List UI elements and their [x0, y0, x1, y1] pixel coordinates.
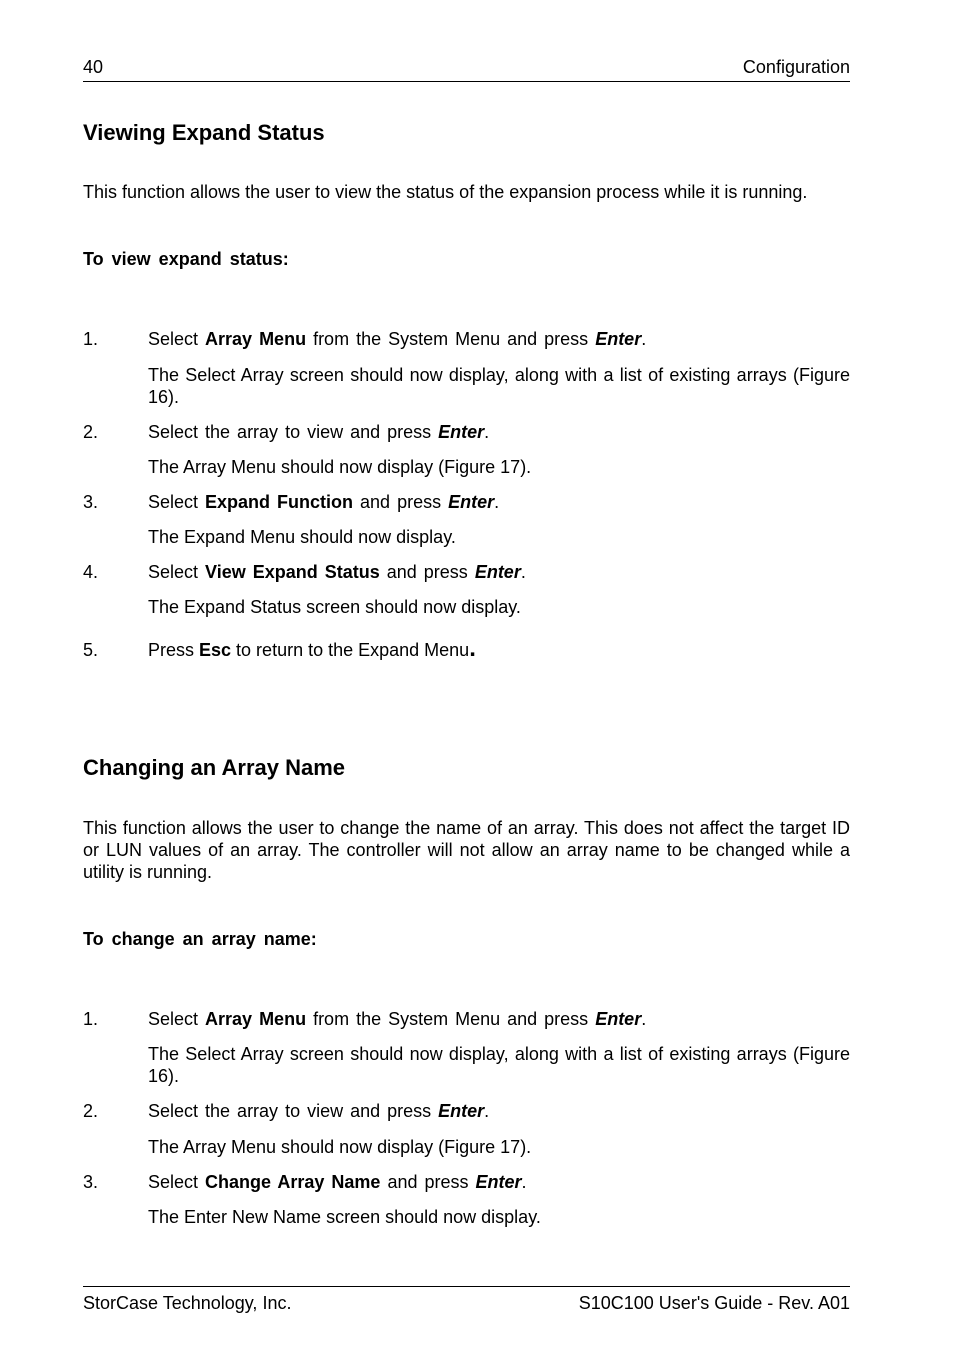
- page-number: 40: [83, 57, 104, 77]
- step-instruction: Select the array to view and press Enter.: [148, 1101, 490, 1121]
- footer-rule: [83, 1286, 850, 1287]
- step-instruction: Press Esc to return to the Expand Menu.: [148, 635, 476, 662]
- step-number: 3.: [83, 492, 99, 512]
- step-number: 1.: [83, 329, 99, 349]
- step-instruction: Select Array Menu from the System Menu and press Enter.: [148, 1009, 647, 1029]
- step-note-continued: 16).: [148, 1066, 180, 1086]
- step-note-line: The Select Array screen should now display, along with a list of existing arrays (Figure: [148, 1044, 850, 1064]
- footer-document-title: S10C100 User's Guide - Rev. A01: [578, 1293, 850, 1313]
- step-note: The Expand Menu should now display.: [148, 527, 456, 547]
- step-note: The Array Menu should now display (Figure 17).: [148, 1137, 532, 1157]
- step-instruction: Select the array to view and press Enter.: [148, 422, 490, 442]
- section-heading-viewing-expand-status: Viewing Expand Status: [83, 120, 325, 145]
- step-number: 5.: [83, 640, 99, 660]
- section-heading-changing-array-name: Changing an Array Name: [83, 755, 346, 780]
- step-number: 2.: [83, 422, 99, 442]
- step-note: The Array Menu should now display (Figure 17).: [148, 457, 532, 477]
- section-intro-continued: utility is running.: [83, 862, 213, 882]
- step-number: 2.: [83, 1101, 99, 1121]
- procedure-title: To view expand status:: [83, 249, 289, 269]
- step-number: 4.: [83, 562, 99, 582]
- step-instruction: Select Expand Function and press Enter.: [148, 492, 500, 512]
- step-instruction: Select View Expand Status and press Enter.: [148, 562, 526, 582]
- header-rule: [83, 81, 850, 82]
- section-intro: This function allows the user to view the status of the expansion process while it is running.: [83, 182, 808, 202]
- running-header-section: Configuration: [742, 57, 850, 77]
- step-note: The Expand Status screen should now display.: [148, 597, 521, 617]
- step-instruction: Select Array Menu from the System Menu and press Enter.: [148, 329, 647, 349]
- step-instruction: Select Change Array Name and press Enter.: [148, 1172, 527, 1192]
- procedure-title: To change an array name:: [83, 929, 317, 949]
- section-intro: This function allows the user to change the name of an array. This does not affect the target ID or LUN values of an array. The controller will not allow an array name to be changed while a: [83, 818, 850, 860]
- step-number: 3.: [83, 1172, 99, 1192]
- step-note-continued: 16).: [148, 387, 180, 407]
- step-number: 1.: [83, 1009, 99, 1029]
- footer-company: StorCase Technology, Inc.: [83, 1293, 292, 1313]
- step-note: The Enter New Name screen should now display.: [148, 1207, 541, 1227]
- step-note-line: The Select Array screen should now display, along with a list of existing arrays (Figure: [148, 365, 850, 385]
